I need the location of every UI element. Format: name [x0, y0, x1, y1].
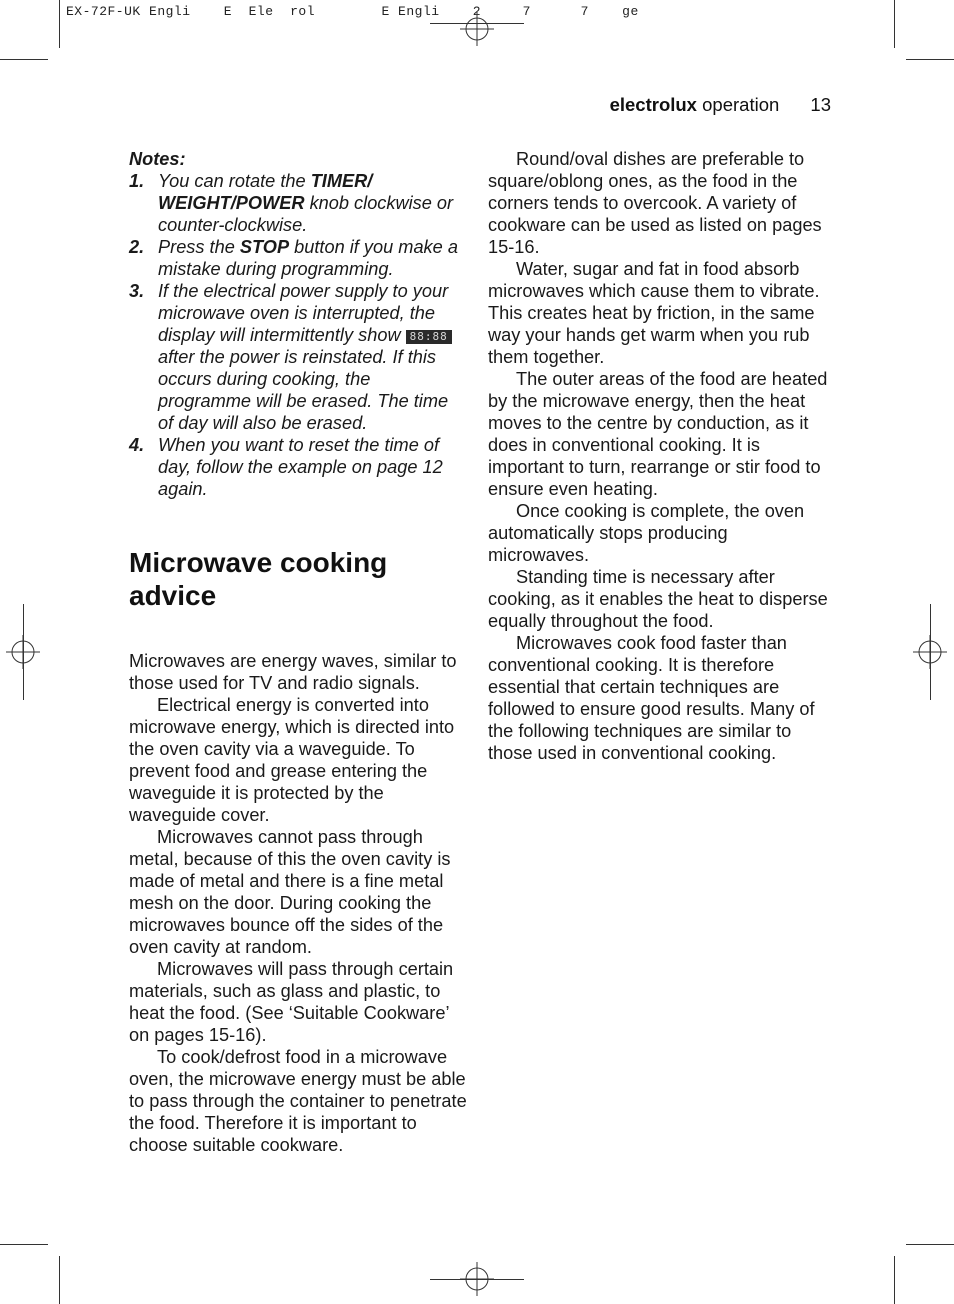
note-text: You can rotate the — [158, 171, 311, 191]
section-title: Microwave cooking advice — [129, 547, 388, 611]
body-paragraph: To cook/defrost food in a microwave oven, the microwave energy must be able to pass through the container to penetrate the food. Therefore it is important to choose suitable cookware. — [129, 1047, 467, 1155]
note-item — [129, 434, 467, 500]
note-item — [129, 280, 467, 434]
note-bold-term: TIMER/ WEIGHT/POWER — [158, 171, 373, 213]
note-text: knob clockwise or counter-clockwise. — [158, 193, 454, 235]
note-item — [129, 170, 467, 236]
brand-name: electrolux — [609, 94, 697, 115]
note-number: 4. — [129, 435, 145, 455]
registration-line-right — [930, 604, 931, 700]
note-text: after the power is reinstated. If this occurs during cooking, the programme will be erased. The time of day will also be erased. — [158, 347, 449, 433]
registration-mark-top-icon — [460, 12, 494, 46]
body-paragraph: Microwaves are energy waves, similar to those used for TV and radio signals. — [129, 651, 457, 693]
print-slug: EX-72F-UK Engli E Ele rol E Engli 2 7 7 ge — [66, 4, 639, 19]
crop-mark-top-right-v — [894, 0, 895, 48]
crop-mark-top-left-v — [59, 0, 60, 48]
registration-line-bottom — [430, 1279, 524, 1280]
note-text: Press the — [158, 237, 240, 257]
registration-line-top — [430, 23, 524, 24]
body-paragraph: Standing time is necessary after cooking, as it enables the heat to disperse equally throughout the food. — [488, 567, 828, 631]
note-bold-term: STOP — [239, 237, 290, 257]
body-paragraph: Water, sugar and fat in food absorb microwaves which cause them to vibrate. This creates heat by friction, in the same way your hands get warm when you rub them together. — [488, 259, 820, 367]
notes-title: Notes: — [129, 149, 186, 169]
body-paragraph: Once cooking is complete, the oven automatically stops producing microwaves. — [488, 501, 805, 565]
note-number: 1. — [129, 171, 145, 191]
crop-mark-bottom-left-h — [0, 1244, 48, 1245]
left-column — [129, 148, 467, 1156]
lcd-display-icon: 88:88 — [406, 330, 452, 344]
crop-mark-bottom-left-v — [59, 1256, 60, 1304]
crop-mark-top-right-h — [906, 59, 954, 60]
body-paragraph: Microwaves will pass through certain materials, such as glass and plastic, to heat the food. (See ‘Suitable Cookware’ on pages 15-16). — [129, 959, 454, 1045]
body-paragraph: Microwaves cannot pass through metal, because of this the oven cavity is made of metal and there is a fine metal mesh on the door. During cooking the microwaves bounce off the sides of the oven cavity at random. — [129, 827, 451, 957]
crop-mark-bottom-right-v — [894, 1256, 895, 1304]
running-header — [610, 94, 831, 116]
note-item — [129, 236, 467, 280]
section-name: operation — [702, 94, 780, 115]
note-text: If the electrical power supply to your microwave oven is interrupted, the display will intermittently show — [158, 281, 449, 345]
note-text: button if you make a mistake during programming. — [158, 237, 458, 279]
registration-line-left — [23, 604, 24, 700]
body-paragraph: The outer areas of the food are heated by the microwave energy, then the heat moves to the centre by conduction, as it does in conventional cooking. It is important to turn, rearrange or stir food to ensure even heating. — [488, 369, 828, 499]
right-column — [488, 148, 828, 764]
crop-mark-top-left-h — [0, 59, 48, 60]
page-number: 13 — [810, 94, 831, 115]
body-paragraph: Electrical energy is converted into microwave energy, which is directed into the oven cavity via a waveguide. To prevent food and grease entering the waveguide it is protected by the waveguide cover. — [129, 695, 455, 825]
note-text: When you want to reset the time of day, follow the example on page 12 again. — [158, 435, 443, 499]
crop-mark-bottom-right-h — [906, 1244, 954, 1245]
note-number: 3. — [129, 281, 145, 301]
note-number: 2. — [129, 237, 145, 257]
body-paragraph: Round/oval dishes are preferable to square/oblong ones, as the food in the corners tends to overcook. A variety of cookware can be used as listed on pages 15-16. — [488, 149, 822, 257]
body-paragraph: Microwaves cook food faster than conventional cooking. It is therefore essential that certain techniques are followed to ensure good results. Many of the following techniques are similar to those used in conventional cooking. — [488, 633, 815, 763]
